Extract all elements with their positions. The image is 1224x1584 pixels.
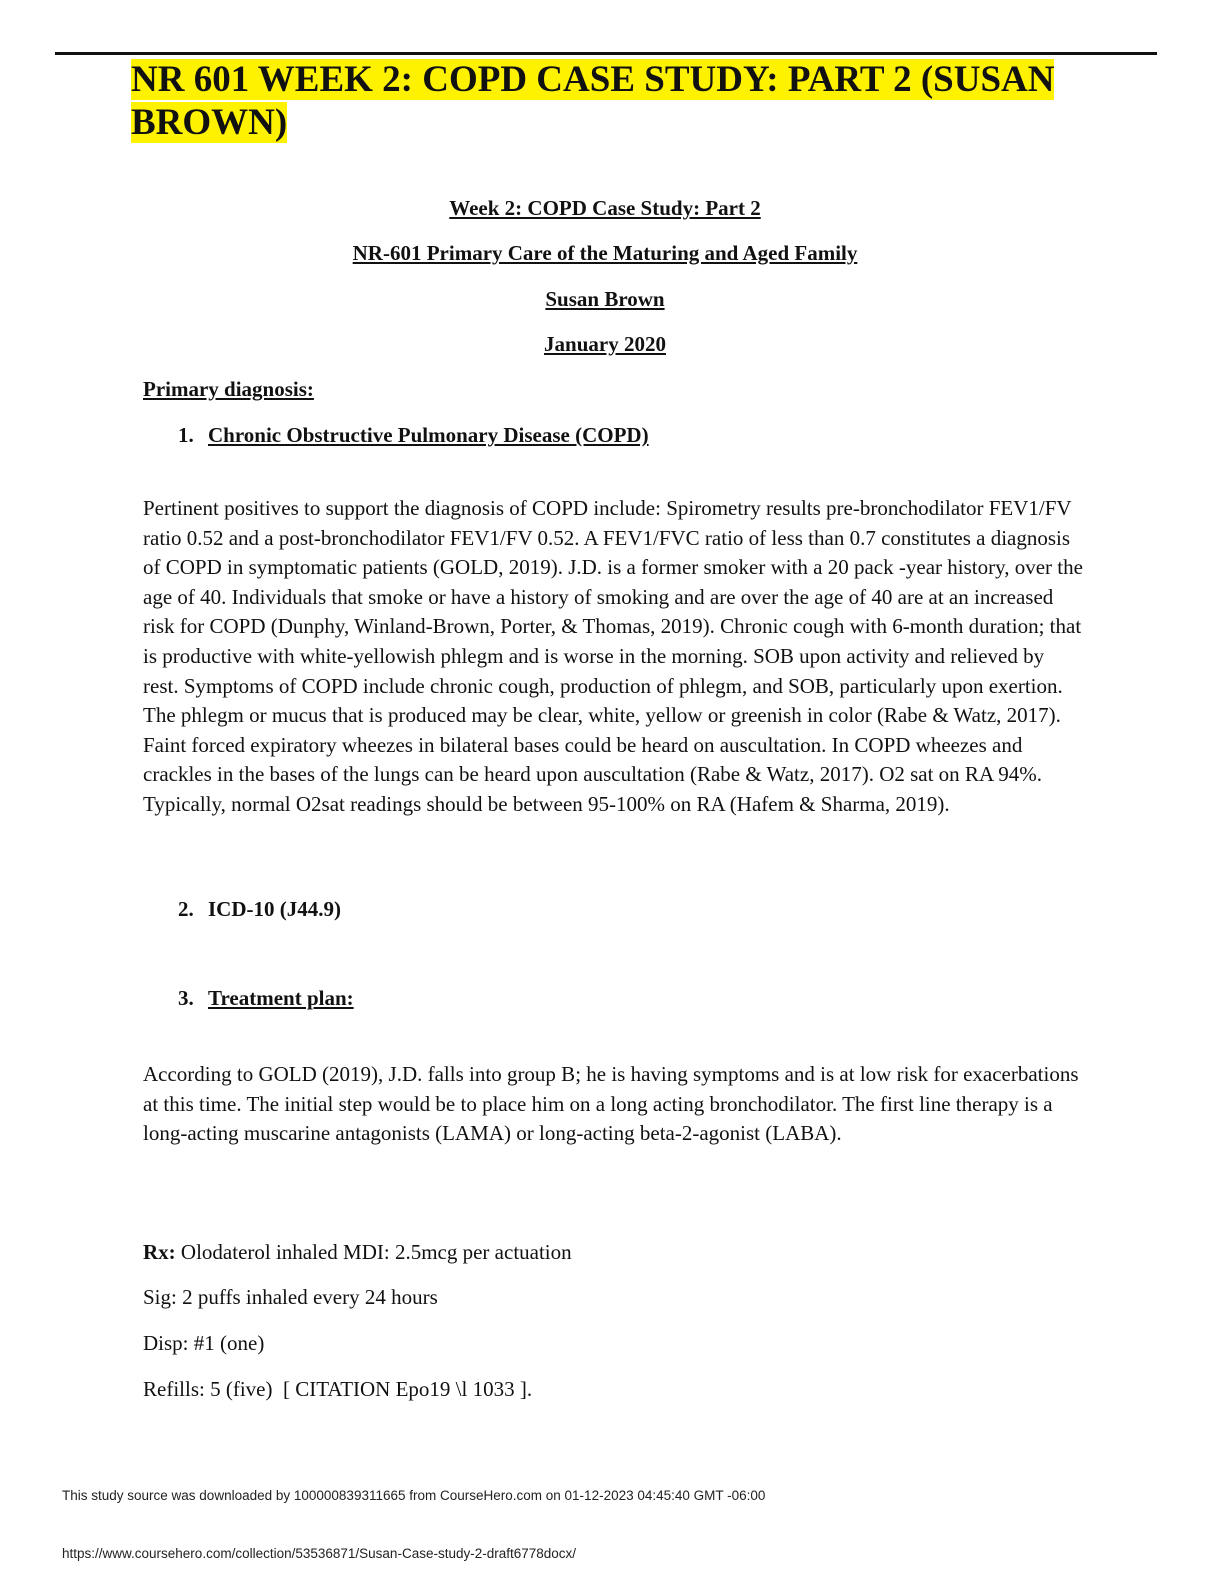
diagnosis-item-3 xyxy=(178,986,354,1011)
course-heading: Week 2: COPD Case Study: Part 2 xyxy=(449,196,761,220)
primary-diagnosis-heading: Primary diagnosis: xyxy=(143,377,314,401)
refills-line: Refills: 5 (five) [ CITATION Epo19 \l 1033 ]. xyxy=(143,1377,533,1401)
diagnosis-paragraph: Pertinent positives to support the diagnosis of COPD include: Spirometry results pre-bronchodilator FEV1/FV ratio 0.52 and a post-bronchodilator FEV1/FV 0.52. A FEV1/FVC ratio of less than 0.7 constitutes a diagnosis of COPD in symptomatic patients (GOLD, 2019). J.D. is a former smoker with a 20 pack -year history, over the age of 40. Individuals that smoke or have a history of smoking and are over the age of 40 are at an increased risk for COPD (Dunphy, Winland-Brown, Porter, & Thomas, 2019). Chronic cough with 6-month duration; that is productive with white-yellowish phlegm and is worse in the morning. SOB upon activity and relieved by rest. Symptoms of COPD include chronic cough, production of phlegm, and SOB, particularly upon exertion. The phlegm or mucus that is produced may be clear, white, yellow or greenish in color (Rabe & Watz, 2017). Faint forced expiratory wheezes in bilateral bases could be heard on auscultation. In COPD wheezes and crackles in the bases of the lungs can be heard upon auscultation (Rabe & Watz, 2017). O2 sat on RA 94%. Typically, normal O2sat readings should be between 95-100% on RA (Hafem & Sharma, 2019). xyxy=(143,496,1083,816)
author-name: Susan Brown xyxy=(545,287,665,311)
top-rule xyxy=(55,52,1157,55)
item-label: ICD-10 (J44.9) xyxy=(208,897,341,921)
sig-line: Sig: 2 puffs inhaled every 24 hours xyxy=(143,1285,438,1309)
disp-line: Disp: #1 (one) xyxy=(143,1331,265,1355)
item-number: 3. xyxy=(178,986,194,1010)
item-number: 1. xyxy=(178,423,194,447)
document-date: January 2020 xyxy=(544,332,666,356)
item-number: 2. xyxy=(178,897,194,921)
source-url[interactable]: https://www.coursehero.com/collection/53536871/Susan-Case-study-2-draft6778docx/ xyxy=(62,1546,577,1561)
item-label: Treatment plan: xyxy=(208,986,354,1010)
diagnosis-item-2 xyxy=(178,897,341,922)
treatment-paragraph: According to GOLD (2019), J.D. falls into group B; he is having symptoms and is at low risk for exacerbations at this time. The initial step would be to place him on a long acting bronchodilator. The first line therapy is a long-acting muscarine antagonists (LAMA) or long-acting beta-2-agonist (LABA). xyxy=(143,1062,1079,1146)
rx-label: Rx: xyxy=(143,1240,176,1264)
item-label: Chronic Obstructive Pulmonary Disease (COPD) xyxy=(208,423,649,447)
rx-line xyxy=(143,1240,572,1265)
diagnosis-item-1 xyxy=(178,423,649,448)
course-name: NR-601 Primary Care of the Maturing and Aged Family xyxy=(352,241,858,265)
document-title: NR 601 WEEK 2: COPD CASE STUDY: PART 2 (SUSAN BROWN) xyxy=(131,59,1055,143)
rx-text: Olodaterol inhaled MDI: 2.5mcg per actuation xyxy=(175,1240,572,1264)
source-note: This study source was downloaded by 100000839311665 from CourseHero.com on 01-12-2023 04:45:40 GMT -06:00 xyxy=(62,1488,766,1503)
